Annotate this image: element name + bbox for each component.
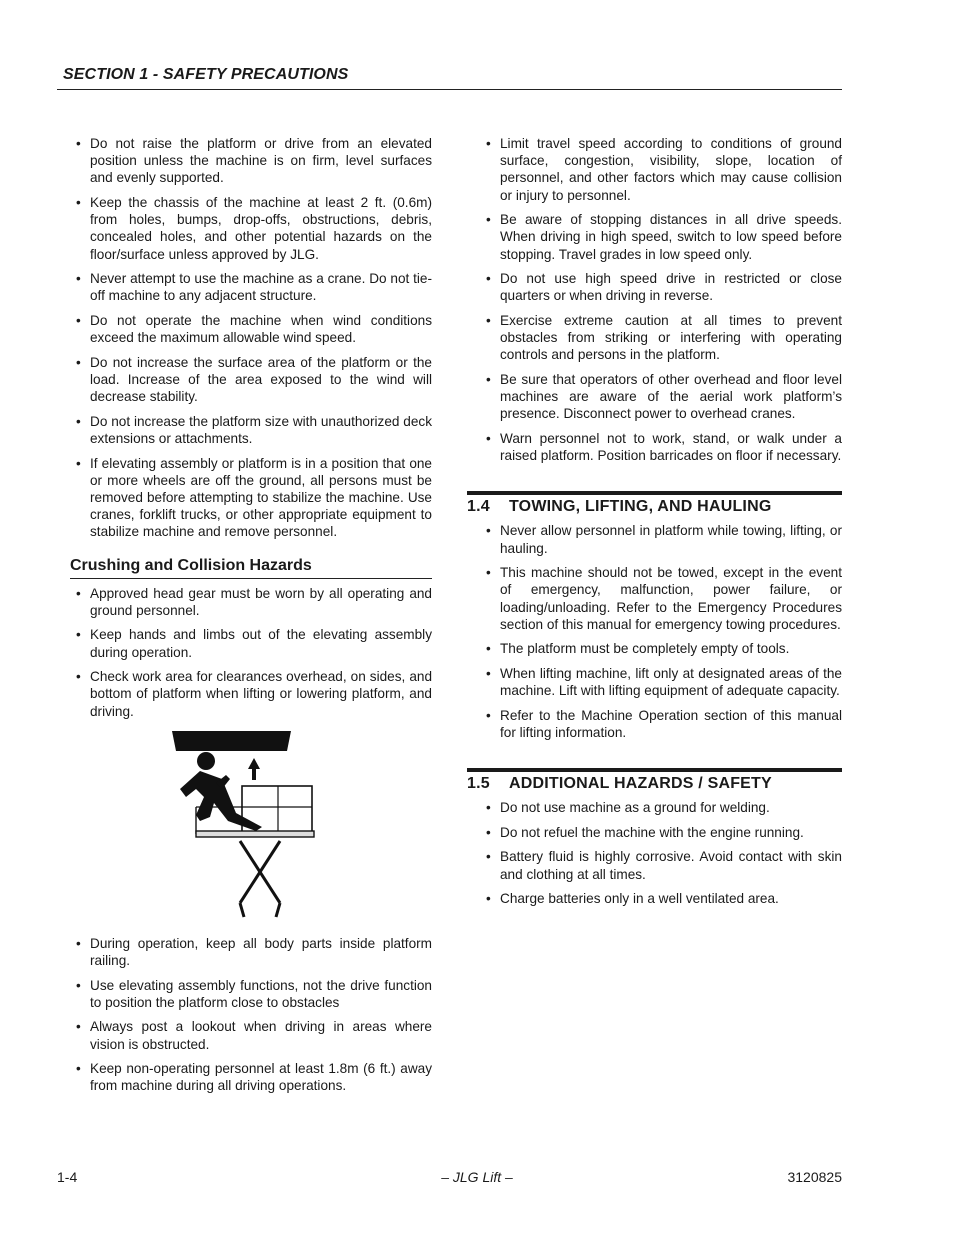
right-column: [467, 135, 842, 915]
list-item: • Do not use machine as a ground for welding.: [479, 799, 842, 816]
list-item: • Be sure that operators of other overhead and floor level machines are aware of the aerial work platform’s presence. Disconnect power to overhead cranes.: [479, 371, 842, 423]
section-title: ADDITIONAL HAZARDS / SAFETY: [509, 775, 772, 793]
list-item: • This machine should not be towed, except in the event of emergency, malfunction, power failure, or loading/unloading. Refer to the Emergency Procedures section of this manual for emergency towing procedures.: [479, 564, 842, 633]
section-1-4-heading: [467, 491, 842, 516]
list-item: • Never allow personnel in platform while towing, lifting, or hauling.: [479, 522, 842, 556]
list-item: • Do not increase the surface area of the platform or the load. Increase of the area exposed to the wind will decrease stability.: [69, 354, 432, 406]
left-bullets-top: [69, 135, 432, 541]
list-item: • Do not operate the machine when wind conditions exceed the maximum allowable wind speed.: [69, 312, 432, 346]
list-item: • Warn personnel not to work, stand, or walk under a raised platform. Position barricades on floor if necessary.: [479, 430, 842, 464]
crushing-bullets: [69, 585, 432, 720]
list-item: • When lifting machine, lift only at designated areas of the machine. Lift with lifting equipment of adequate capacity.: [479, 665, 842, 699]
list-item: • Always post a lookout when driving in areas where vision is obstructed.: [69, 1018, 432, 1052]
list-item: • Approved head gear must be worn by all operating and ground personnel.: [69, 585, 432, 619]
list-item: • Do not refuel the machine with the engine running.: [479, 824, 842, 841]
crushing-hazard-figure: [69, 731, 432, 921]
left-bullets-after-figure: [69, 935, 432, 1095]
list-item: • Do not use high speed drive in restricted or close quarters or when driving in reverse.: [479, 270, 842, 304]
footer-center: – JLG Lift –: [441, 1169, 513, 1185]
section-1-5-bullets: [479, 799, 842, 907]
list-item: • Keep non-operating personnel at least 1.8m (6 ft.) away from machine during all driving operations.: [69, 1060, 432, 1094]
list-item: • Charge batteries only in a well ventilated area.: [479, 890, 842, 907]
list-item: • Do not raise the platform or drive from an elevated position unless the machine is on firm, level surfaces and evenly supported.: [69, 135, 432, 187]
page-number: 1-4: [57, 1169, 78, 1185]
crushing-hazard-icon: [170, 731, 315, 919]
list-item: • Be aware of stopping distances in all drive speeds. When driving in high speed, switch to low speed before stopping. Travel grades in low speed only.: [479, 211, 842, 263]
section-number: 1.5: [467, 775, 490, 793]
list-item: • Limit travel speed according to conditions of ground surface, congestion, visibility, slope, location of personnel, and other factors which may cause collision or injury to personnel.: [479, 135, 842, 204]
header-rule: [57, 89, 842, 90]
section-header: SECTION 1 - SAFETY PRECAUTIONS: [63, 66, 349, 83]
section-1-4-bullets: [479, 522, 842, 741]
list-item: • Check work area for clearances overhead, on sides, and bottom of platform when lifting or lowering platform, and driving.: [69, 668, 432, 720]
doc-number: 3120825: [787, 1169, 842, 1185]
list-item: • Keep the chassis of the machine at least 2 ft. (0.6m) from holes, bumps, drop-offs, obstructions, debris, concealed holes, and other potential hazards on the floor/surface unless approved by JLG.: [69, 194, 432, 263]
list-item: • Keep hands and limbs out of the elevating assembly during operation.: [69, 626, 432, 660]
list-item: • Exercise extreme caution at all times to prevent obstacles from striking or interfering with operating controls and persons in the platform.: [479, 312, 842, 364]
right-bullets-top: [479, 135, 842, 464]
section-number: 1.4: [467, 498, 490, 516]
list-item: • If elevating assembly or platform is in a position that one or more wheels are off the ground, all persons must be removed before attempting to stabilize the machine. Use cranes, forklift trucks, or other appropriate equipment to stabilize machine and remove personnel.: [69, 455, 432, 541]
list-item: • Do not increase the platform size with unauthorized deck extensions or attachments.: [69, 413, 432, 447]
section-title: TOWING, LIFTING, AND HAULING: [509, 498, 772, 516]
list-item: • Never attempt to use the machine as a crane. Do not tie-off machine to any adjacent structure.: [69, 270, 432, 304]
list-item: • During operation, keep all body parts inside platform railing.: [69, 935, 432, 969]
list-item: • Use elevating assembly functions, not the drive function to position the platform close to obstacles: [69, 977, 432, 1011]
left-column: [69, 135, 432, 1102]
list-item: • Refer to the Machine Operation section of this manual for lifting information.: [479, 707, 842, 741]
section-1-5-heading: [467, 768, 842, 793]
list-item: • Battery fluid is highly corrosive. Avoid contact with skin and clothing at all times.: [479, 848, 842, 882]
crushing-hazards-heading: Crushing and Collision Hazards: [70, 557, 432, 579]
list-item: • The platform must be completely empty of tools.: [479, 640, 842, 657]
